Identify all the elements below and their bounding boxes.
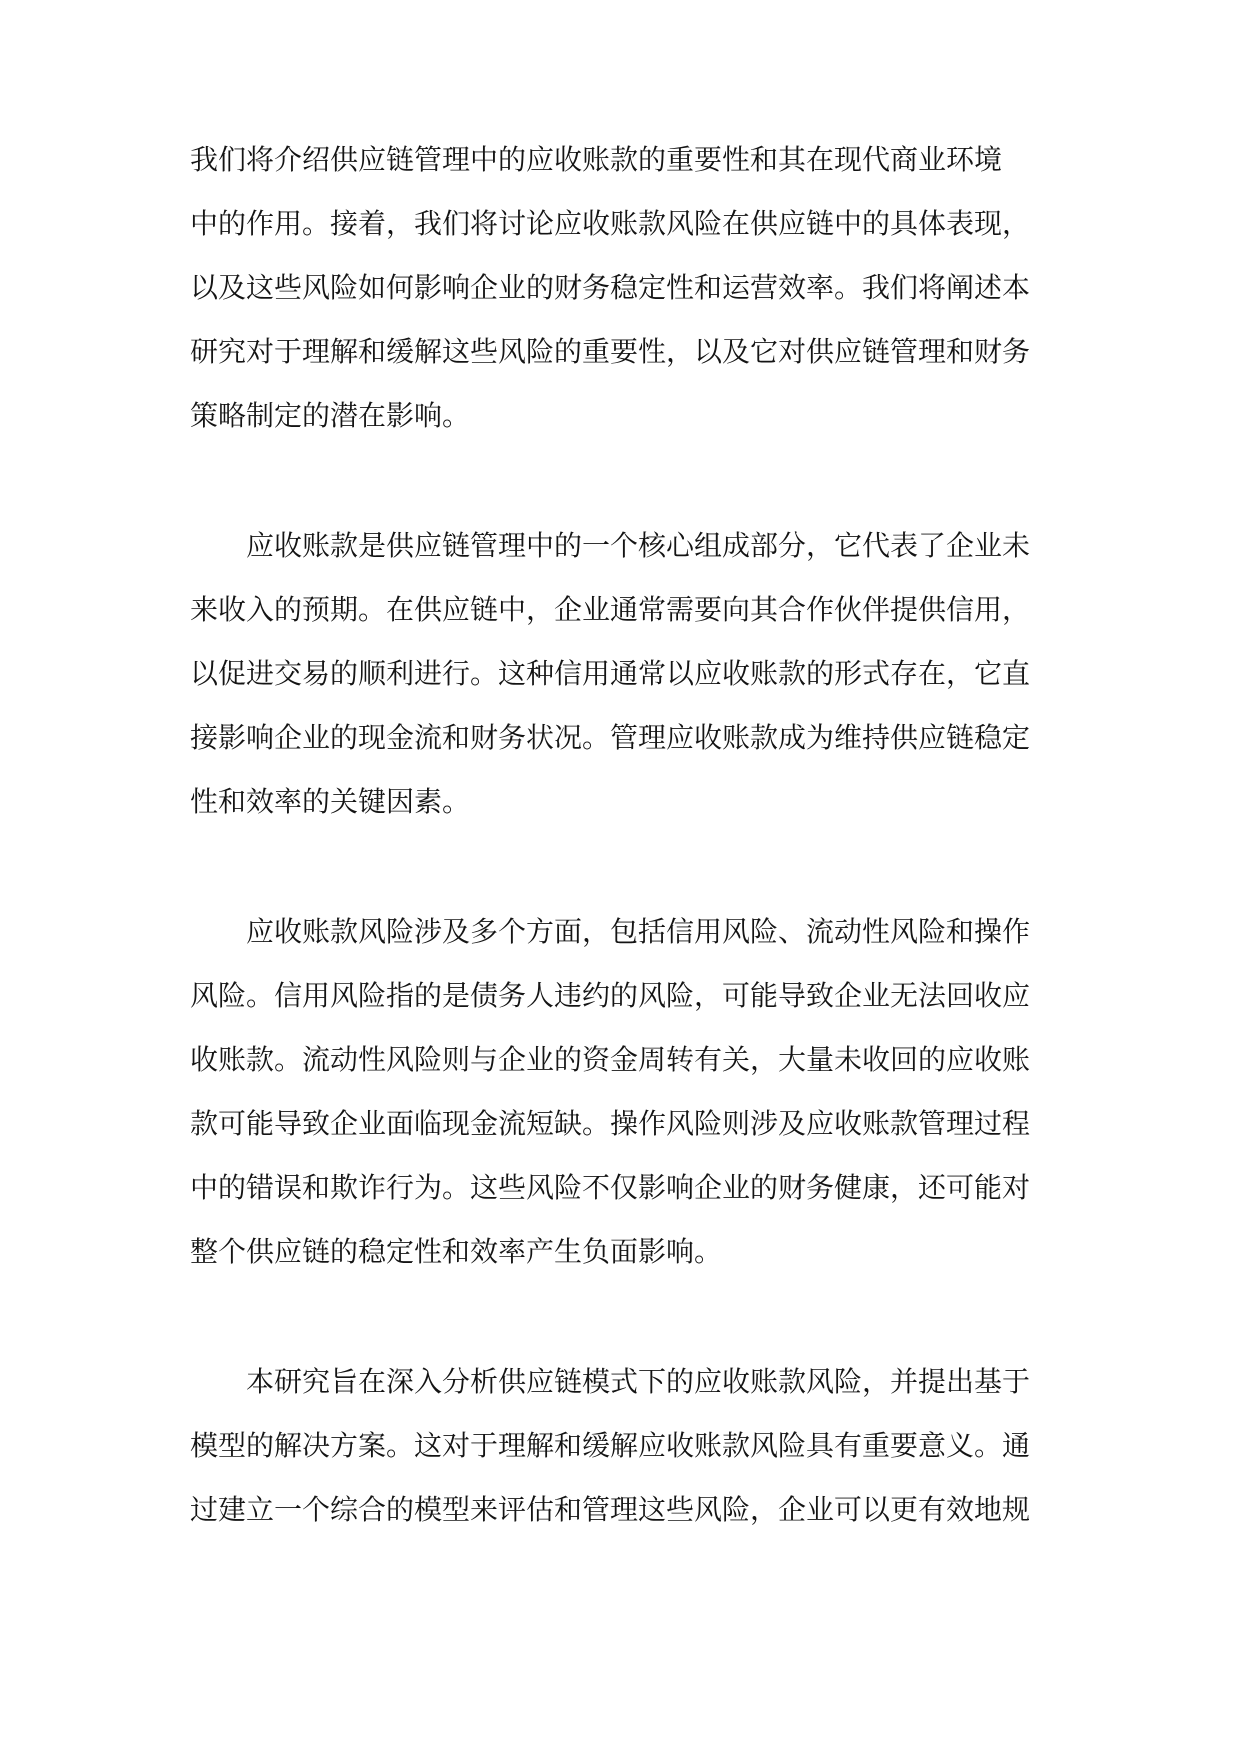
text-line: 我们将介绍供应链管理中的应收账款的重要性和其在现代商业环境 xyxy=(190,143,1003,176)
text-line: 研究对于理解和缓解这些风险的重要性，以及它对供应链管理和财务 xyxy=(190,335,1031,368)
text-line: 模型的解决方案。这对于理解和缓解应收账款风险具有重要意义。通 xyxy=(190,1429,1031,1462)
text-line: 中的错误和欺诈行为。这些风险不仅影响企业的财务健康，还可能对 xyxy=(190,1171,1031,1204)
text-line: 性和效率的关键因素。 xyxy=(190,785,471,818)
text-line: 整个供应链的稳定性和效率产生负面影响。 xyxy=(190,1235,723,1268)
text-line: 过建立一个综合的模型来评估和管理这些风险，企业可以更有效地规 xyxy=(190,1493,1031,1526)
text-line: 以促进交易的顺利进行。这种信用通常以应收账款的形式存在，它直 xyxy=(190,657,1031,690)
text-line: 策略制定的潜在影响。 xyxy=(190,399,471,432)
text-line: 款可能导致企业面临现金流短缺。操作风险则涉及应收账款管理过程 xyxy=(190,1107,1031,1140)
text-line: 来收入的预期。在供应链中，企业通常需要向其合作伙伴提供信用， xyxy=(190,593,1031,626)
text-line: 收账款。流动性风险则与企业的资金周转有关，大量未收回的应收账 xyxy=(190,1043,1031,1076)
text-line: 以及这些风险如何影响企业的财务稳定性和运营效率。我们将阐述本 xyxy=(190,271,1031,304)
paragraph-first-line: 应收账款是供应链管理中的一个核心组成部分，它代表了企业未 xyxy=(246,529,1031,562)
text-line: 风险。信用风险指的是债务人违约的风险，可能导致企业无法回收应 xyxy=(190,979,1031,1012)
paragraph-first-line: 应收账款风险涉及多个方面，包括信用风险、流动性风险和操作 xyxy=(246,915,1031,948)
text-line: 接影响企业的现金流和财务状况。管理应收账款成为维持供应链稳定 xyxy=(190,721,1031,754)
paragraph-first-line: 本研究旨在深入分析供应链模式下的应收账款风险，并提出基于 xyxy=(246,1365,1031,1398)
text-line: 中的作用。接着，我们将讨论应收账款风险在供应链中的具体表现， xyxy=(190,207,1031,240)
